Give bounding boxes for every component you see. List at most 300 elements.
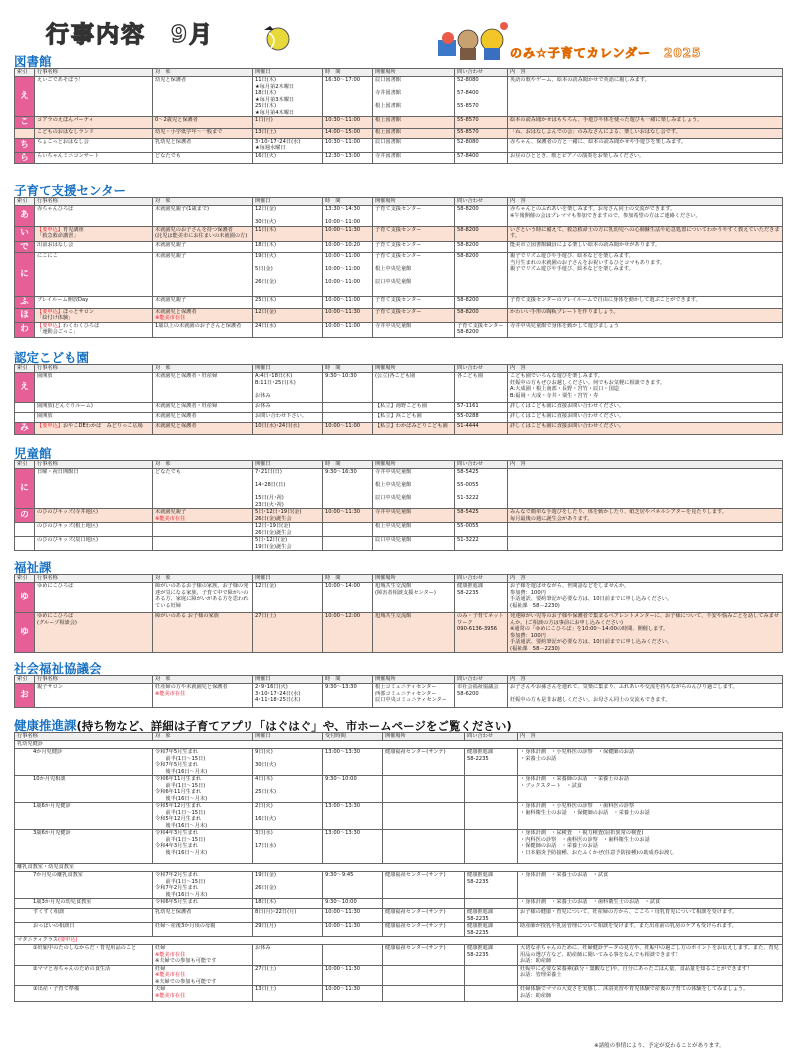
column-header: 内 容 [518, 733, 783, 741]
table-cell [465, 986, 518, 1002]
table-cell: 24日(水) [253, 322, 323, 337]
table-row [15, 413, 783, 423]
column-header: 開催場所 [373, 198, 455, 206]
column-header: 対 象 [153, 575, 253, 583]
table-cell: えいごであそぼう！ [35, 77, 153, 117]
highlight-text: ※能美市在住 [155, 690, 186, 697]
table-row [15, 803, 783, 830]
table-cell [508, 537, 783, 551]
section-table [14, 574, 783, 653]
table-cell: 乳幼児と保護者 [153, 909, 253, 923]
table-cell: 園開放 [35, 413, 153, 423]
table-cell: プレイルーム開放Day [35, 297, 153, 309]
table-cell: 辰口中央児童館 [373, 537, 455, 551]
table-row [15, 965, 783, 986]
group-label: マタニティクラス(要申込) [15, 937, 783, 945]
table-cell: ・身体計測 ・尿検査 ・視力検査(屈折異常の検査) ・内科医の診察 ・歯科医の診察 ・歯科衛生士のお話 ・保健師のお話 ・栄養士のお話 ・日本脳炎予防接種、おたふくかぜ(任意予防接種)の助成券お渡し [518, 830, 783, 864]
table-cell: 10:00～12:00 [323, 613, 373, 653]
table-cell: 【私立】湯野こども園 [373, 403, 455, 413]
highlight-text: ※能美市在住 [155, 315, 186, 322]
column-header: 時 間 [323, 198, 373, 206]
table-cell: 詳しくはこども園に直接お問い合わせください。 [508, 403, 783, 413]
table-cell: 親子サロン [35, 684, 153, 708]
table-cell: 子育て支援センター [373, 241, 455, 253]
table-cell: 健康推進課 58-2235 [465, 909, 518, 923]
table-cell: 12日(金) [253, 308, 323, 322]
table-cell: 未就園児と保護者 [153, 413, 253, 423]
table-cell: 未就園児と保護者 [153, 423, 253, 435]
table-cell: ・身体計測 ・小児科医の診察 ・歯科医の診察 ・歯科衛生士のお話 ・保健師のお話 ・栄養士のお話 [518, 803, 783, 830]
table-cell: 子育て支援センター 58-8200 [455, 322, 508, 337]
table-cell: こどものおはなしランド [35, 128, 153, 138]
header-row [15, 575, 783, 583]
table-cell: すくすく相談 [15, 909, 153, 923]
table-cell: 29日(月) [253, 923, 323, 937]
table-cell: 9:30～16:30 [323, 469, 373, 509]
index-cell: え [15, 77, 35, 117]
table-cell: 未就園児と保護者・妊産婦 [153, 403, 253, 413]
table-cell: どなたでも [153, 152, 253, 164]
header-row [15, 69, 783, 77]
table-cell: 9:30～9:45 [323, 872, 383, 899]
table-cell [323, 413, 373, 423]
table-cell: 1日(月) [253, 117, 323, 129]
table-cell [465, 899, 518, 909]
column-header: 受付時間 [323, 733, 383, 741]
table-cell: 日曜・祝日開館日 [35, 469, 153, 509]
table-cell: 子育て支援センター [373, 226, 455, 241]
table-cell: 1歳以上の未就園のお子さんと保護者 [153, 322, 253, 337]
table-cell: 13:00～13:30 [323, 803, 383, 830]
column-header: 問い合わせ [455, 461, 508, 469]
column-header: 時 間 [323, 575, 373, 583]
table-cell: 13:30～14:30 10:00～11:00 [323, 206, 373, 227]
highlight-text: ※能美市在住 [155, 515, 186, 522]
table-cell: 未就園児と保護者・妊産婦 [153, 373, 253, 403]
table-cell: 令和6年5月生まれ [153, 899, 253, 909]
column-header: 開催日 [253, 69, 323, 77]
table-cell: 9日(火) 30日(火) [253, 749, 323, 776]
highlight-text: (要申込) [57, 937, 78, 943]
table-cell: 健康福祉センター(サンテ) [383, 872, 465, 899]
table-cell: 健康推進課 58-2235 [465, 872, 518, 899]
table-cell: 3歳6か月児健診 [15, 830, 153, 864]
table-cell: ・身体計測 ・栄養師のお話 ・栄養士のお話 ・ブックスタート ・試食 [518, 776, 783, 803]
table-cell: 10:00～11:30 [323, 226, 373, 241]
table-cell: 幼児と保護者 [153, 77, 253, 117]
table-cell: 5日･12日･19日(金) 26日(金)誕生会 [253, 509, 323, 523]
table-cell: 13:00～13:30 [323, 749, 383, 776]
table-cell [323, 945, 383, 966]
section-table [14, 675, 783, 708]
table-cell: 9:30～10:30 [323, 373, 373, 403]
column-header: 開催場所 [373, 676, 455, 684]
header-row [15, 676, 783, 684]
table-row [15, 864, 783, 872]
column-header: 行事名称 [35, 575, 153, 583]
table-cell: 7か月児の離乳食教室 [15, 872, 153, 899]
table-cell: 大切な赤ちゃんのために、妊婦健診データの見方や、妊娠中の過ごし方のポイントをお伝えします。また、育児用品の選び方など、助産師に聞いてみる事をなんでも相談できます！ お話：助産師 [518, 945, 783, 966]
table-cell: 【要申込】育児講座 「救急救命講習」 [35, 226, 153, 241]
table-cell: 1歳3か月児の幼児食教室 [15, 899, 153, 909]
table-cell: 健康推進課 58-2235 [465, 749, 518, 776]
table-cell: 5日･12日(金) 19日(金)誕生会 [253, 537, 323, 551]
highlight-text: 【要申込】 [37, 322, 63, 329]
mascot-characters-icon [436, 18, 514, 62]
table-row [15, 684, 783, 708]
table-row [15, 128, 783, 138]
table-cell: 妊婦 ※能美市在住 ※夫婦での参加も可能です [153, 945, 253, 966]
table-cell: 7･21日(日) 14･28日(日) 15日(月･祝) 23日(火･祝) [253, 469, 323, 509]
section-title: 認定こども園 [14, 350, 90, 365]
table-cell: 妊婦体験でママの大変さを実感し、沐浴実習や育児体験で産後の子育ての体験をしてみましょう。 お話：助産師 [518, 986, 783, 1002]
table-row [15, 509, 783, 523]
table-row [15, 322, 783, 337]
calendar-title: のみ☆子育てカレンダー 2025 [510, 46, 702, 60]
table-cell: 助産師が授乳や乳房管理について相談を受けます。また出産前の乳房のケアも受けられます。 [518, 923, 783, 937]
index-cell: ほ [15, 308, 35, 322]
group-label: 乳幼児健診 [15, 741, 783, 749]
table-cell: ゆめにこひろば (グループ相談会) [35, 613, 153, 653]
table-row [15, 909, 783, 923]
table-cell: 58-8200 [455, 253, 508, 297]
table-cell: 【要申込】おやこDEわかば みどりっこ広場 [35, 423, 153, 435]
table-cell [383, 986, 465, 1002]
index-cell: え [15, 373, 35, 403]
table-cell: 辰口図書館 [373, 138, 455, 152]
table-cell: ちょこっとおはなし会 [35, 138, 153, 152]
table-cell: 12:30～13:00 [323, 152, 373, 164]
column-header: 内 容 [508, 198, 783, 206]
table-cell: 健康福祉センター(サンテ) [383, 923, 465, 937]
section-table [14, 68, 783, 164]
column-header: 開催場所 [383, 733, 465, 741]
table-cell: 赤ちゃんひろば [35, 206, 153, 227]
table-cell: 【私立】浜こども園 [373, 413, 455, 423]
table-row [15, 297, 783, 309]
table-cell [153, 537, 253, 551]
table-cell: 10:30～11:00 [323, 138, 373, 152]
table-cell: 2日(火) 16日(火) [253, 803, 323, 830]
index-cell [15, 413, 35, 423]
table-row [15, 749, 783, 776]
section-title: 図書館 [14, 54, 52, 69]
table-cell: お休み [253, 945, 323, 966]
table-cell: 9:30～13:30 [323, 684, 373, 708]
column-header: 時 間 [323, 365, 373, 373]
table-cell: 詳しくはこども園に直接お問い合わせください。 [508, 413, 783, 423]
table-cell: 55-8570 [455, 128, 508, 138]
table-row [15, 583, 783, 613]
highlight-text: 【要申込】 [37, 423, 63, 429]
table-row [15, 899, 783, 909]
table-row [15, 373, 783, 403]
highlight-text: ※能美市在住 [155, 992, 186, 999]
table-cell: 妊婦～産後3か月頃の母親 [153, 923, 253, 937]
table-cell: 令和4年3月生まれ 前半(1日～15日) 令和4年3月生まれ 後半(16日～月末) [153, 830, 253, 864]
table-cell: 健康福祉センター(サンテ) [383, 945, 465, 966]
table-cell: 園開放(どんぐりルーム) [35, 403, 153, 413]
table-cell: のびのびキッズ(辰口地区) [35, 537, 153, 551]
table-cell: 58-8200 [455, 226, 508, 241]
table-cell: お子様を遊ばせながら、世間話などをしませんか。 参加費：100円 手話通訳、要約筆記が必要な方は、10日前までに申し込みください。 (福祉課 58－2230) [508, 583, 783, 613]
table-cell: 14:00～15:00 [323, 128, 373, 138]
table-cell [465, 830, 518, 864]
column-header: 索引 [15, 198, 35, 206]
table-cell [465, 803, 518, 830]
table-cell: 8日(月)･22日(月) [253, 909, 323, 923]
column-header: 行事名称 [35, 198, 153, 206]
table-cell: 10:30～11:00 [323, 117, 373, 129]
table-cell: 58-8200 [455, 241, 508, 253]
table-cell: 51-3222 [455, 537, 508, 551]
column-header: 開催日 [253, 198, 323, 206]
table-cell: のびのびキッズ(根上地区) [35, 523, 153, 537]
index-cell: お [15, 684, 35, 708]
table-cell: 【要申込】ほっとサロン 「絵付け体験」 [35, 308, 153, 322]
table-cell: 18日(木) [253, 899, 323, 909]
table-cell [508, 469, 783, 509]
table-cell: 未就園児親子 [153, 297, 253, 309]
table-cell: ・身体計測 ・栄養士のお話 ・歯科衛生士のお話 ・試食 [518, 899, 783, 909]
column-header: 索引 [15, 575, 35, 583]
header-row [15, 733, 783, 741]
table-cell: 未就園児親子 ※能美市在住 [153, 509, 253, 523]
table-cell: 子育て支援センター [373, 308, 455, 322]
table-cell [383, 803, 465, 830]
index-cell: ふ [15, 297, 35, 309]
table-cell: 未就園児親子 [153, 253, 253, 297]
table-cell: おっぱいの相談日 [15, 923, 153, 937]
table-cell: ・身体計測 ・栄養士のお話 ・試食 [518, 872, 783, 899]
table-row [15, 830, 783, 864]
column-header: 内 容 [508, 676, 783, 684]
table-cell: 16日(火) [253, 152, 323, 164]
footer-note: ※諸般の事情により、予定が変わることがあります。 [594, 1043, 725, 1049]
column-header: 内 容 [508, 575, 783, 583]
table-cell: 10日(水)･24日(水) [253, 423, 323, 435]
index-cell: ゆ [15, 583, 35, 613]
table-cell: 幼児・小学低学年～一般まで [153, 128, 253, 138]
tennis-ball-icon [262, 24, 296, 54]
section-table [14, 197, 783, 338]
table-cell: (公立)各こども園 [373, 373, 455, 403]
index-cell [15, 537, 35, 551]
table-cell: 未就園児と保護者 ※能美市在住 [153, 308, 253, 322]
table-cell [508, 523, 783, 537]
header-row [15, 198, 783, 206]
table-cell: 10:00～11:00 [323, 297, 373, 309]
column-header: 開催日 [253, 676, 323, 684]
table-cell: 健康推進課 58-2235 [465, 923, 518, 937]
table-cell [323, 403, 373, 413]
table-cell: 10:00～11:30 [323, 986, 383, 1002]
table-cell: 55-0055 [455, 523, 508, 537]
table-cell: 未就園児のお子さんを持つ保護者 (託児は能美市にお住まいの未就園の方) [153, 226, 253, 241]
highlight-text: ※能美市在住 [155, 972, 186, 978]
table-cell: お子様の健康・育児について、妊産婦の方から、こころ・母乳育児について相談を受けます。 [518, 909, 783, 923]
table-cell: 10:00～14:00 [323, 583, 373, 613]
table-cell [383, 899, 465, 909]
index-cell [15, 403, 35, 413]
table-cell: 12日･19日(金) 26日(金)誕生会 [253, 523, 323, 537]
table-row [15, 226, 783, 241]
table-cell: 25日(木) [253, 297, 323, 309]
column-header: 行事名称 [35, 69, 153, 77]
table-cell: 12日(金) 30日(火) [253, 206, 323, 227]
page-title: 行事内容 9月 [46, 22, 215, 48]
table-cell: 13日(土) [253, 986, 323, 1002]
table-cell: 乳幼児と保護者 [153, 138, 253, 152]
column-header: 開催日 [253, 461, 323, 469]
table-cell: 58-5425 [455, 509, 508, 523]
table-cell: 3日(水) 17日(水) [253, 830, 323, 864]
table-cell: コアラのえほんパーティ [35, 117, 153, 129]
index-cell: に [15, 253, 35, 297]
table-cell: 4日(木) 25日(木) [253, 776, 323, 803]
table-cell: 58-8200 [455, 297, 508, 309]
table-cell: 55-8570 [455, 117, 508, 129]
highlight-text: 【要申込】 [37, 226, 63, 233]
table-cell: 58-8200 [455, 308, 508, 322]
table-cell: お問い合わせ下さい。 [253, 413, 323, 423]
table-cell: 旭城共生交流館 (障害者相談支援センター) [373, 583, 455, 613]
table-cell: 58-8200 [455, 206, 508, 227]
table-cell: 10:00～11:30 [323, 308, 373, 322]
table-cell: ②ママと赤ちゃんのための食生活 [15, 965, 153, 986]
table-cell: 10:00～11:30 [323, 909, 383, 923]
table-cell: 子育て支援センター [373, 206, 455, 227]
group-label: 離乳食教室・幼児食教室 [15, 864, 783, 872]
table-row [15, 308, 783, 322]
table-cell: 障がいのあるお子様の家族、お子様の発達が気になる家族、子育て中で障がいのある方、家庭に障がいがある方を思われている妊婦 [153, 583, 253, 613]
table-cell: 障がいのある お子様の家族 [153, 613, 253, 653]
table-cell: 52-8080 57-8400 55-8570 [455, 77, 508, 117]
table-cell: 寺井中央児童館 [373, 322, 455, 337]
section-table [14, 460, 783, 551]
column-header: 行事名称 [35, 461, 153, 469]
table-cell: 10か月児相談 [15, 776, 153, 803]
section-table [14, 364, 783, 435]
table-cell: 絵本の読み聞かせはもちろん、手遊びや体を使った遊びも一緒に楽しみましょう。 [508, 117, 783, 129]
table-cell: 市社会福祉協議会 58-6200 [455, 684, 508, 708]
table-cell: 詳しくはこども園に直接お問い合わせください。 [508, 423, 783, 435]
table-cell: ・身体計測 ・小児科医の診察 ・保健師のお話 ・栄養士のお話 [518, 749, 783, 776]
table-row [15, 923, 783, 937]
table-cell: 0～2歳児と保護者 [153, 117, 253, 129]
table-row [15, 117, 783, 129]
table-cell: 寺井図書館 [373, 152, 455, 164]
table-cell: 親子でリズム遊びや手遊び、絵本などを楽しみます。 当月生まれの未就園のお子さんをお祝いするひとコマもあります。 親子でリズム遊びや手遊び、絵本などを楽しみます。 [508, 253, 783, 297]
table-cell: のびのびキッズ(寺井地区) [35, 509, 153, 523]
table-cell: 27日(土) [253, 965, 323, 986]
header-row [15, 461, 783, 469]
table-cell [465, 965, 518, 986]
table-cell: 9:30～10:00 [323, 776, 383, 803]
table-row [15, 241, 783, 253]
column-header: 索引 [15, 676, 35, 684]
table-cell: 51-4444 [455, 423, 508, 435]
column-header: 対 象 [153, 461, 253, 469]
table-cell: 子育て支援センターのプレイルームで自由に身体を動かして遊ぶことができます。 [508, 297, 783, 309]
column-header: 対 象 [153, 676, 253, 684]
column-header: 内 容 [508, 461, 783, 469]
table-cell: 58-5425 55-0055 51-3222 [455, 469, 508, 509]
table-cell: のみ・子育てネットワーク 090-6136-3956 [455, 613, 508, 653]
table-cell: 「ね、おはなしよんでの会」のみなさんによる、楽しいおはなし会です。 [508, 128, 783, 138]
column-header: 問い合わせ [455, 365, 508, 373]
table-cell: 根上図書館 [373, 128, 455, 138]
table-cell: 【要申込】わくわくひろば 「運動会ごっこ」 [35, 322, 153, 337]
table-cell: こども園でいろんな遊びを楽しみます。 妊娠中の方もぜひお越しください。何でもお気軽に相談できます。 A:大成園・根上南部・長野・宮竹・辰口・国造 B:福岡・大成・寺井・粟生・宮竹・寿 [508, 373, 783, 403]
table-row [15, 741, 783, 749]
table-cell: 令和7年5月生まれ 前半(1日～15日) 令和7年5月生まれ 後半(16日～月末) [153, 749, 253, 776]
table-cell: お休み [253, 403, 323, 413]
table-cell: 27日(土) [253, 613, 323, 653]
table-cell: お子さんやお孫さんを連れて、気楽に集まり、ふれあいや交流を持ちながらのんびり過ごします。 妊娠中の方も是非お越しください。お母さん同士の交流もできます。 [508, 684, 783, 708]
index-cell: い [15, 226, 35, 241]
table-cell: 13:00～13:30 [323, 830, 383, 864]
column-header: 問い合わせ [455, 676, 508, 684]
index-cell [15, 128, 35, 138]
column-header: 開催日 [253, 575, 323, 583]
table-cell: 妊婦 ※能美市在住 ※夫婦での参加も可能です [153, 965, 253, 986]
table-cell: お昼のひととき、歌とピアノの演奏をお楽しみください。 [508, 152, 783, 164]
table-cell: ゆめにこひろば [35, 583, 153, 613]
index-cell: わ [15, 322, 35, 337]
table-row [15, 537, 783, 551]
table-cell: 健康推進課 58-2235 [465, 945, 518, 966]
column-header: 開催日 [253, 365, 323, 373]
section-title: 社会福祉協議会 [14, 661, 102, 676]
column-header: 内 容 [508, 69, 783, 77]
table-cell: 9:30～10:00 [323, 899, 383, 909]
table-cell: 出前おはなし会 [35, 241, 153, 253]
column-header: 開催場所 [373, 575, 455, 583]
column-header: 内 容 [508, 365, 783, 373]
index-cell: ら [15, 152, 35, 164]
table-row [15, 986, 783, 1002]
table-cell: にこにこ [35, 253, 153, 297]
table-cell: A:4日･18日(木) B:11日･25日(木) お休み [253, 373, 323, 403]
index-cell: で [15, 241, 35, 253]
table-cell: 赤ちゃんとのふれあいを楽しみます。お母さん同士の交流ができます。 ※午後開催の会はプレママも参加できますので、参加希望の方はご連絡ください。 [508, 206, 783, 227]
table-cell: 10:00～11:30 [323, 965, 383, 986]
table-cell: 19日(金) 26日(金) [253, 872, 323, 899]
index-cell: に [15, 469, 35, 509]
table-cell: 根上コミュニティセンター 西部コミュニティセンター 辰口中央コミュニティセンター [373, 684, 455, 708]
table-cell: 2･9･16日(火) 3･10･17･24日(水) 4･11･18･25日(木) [253, 684, 323, 708]
table-cell: 夫婦 ※能美市在住 [153, 986, 253, 1002]
table-cell: どなたでも [153, 469, 253, 509]
column-header: 対 象 [153, 198, 253, 206]
column-header: 時 間 [323, 461, 373, 469]
table-cell: 子育て支援センター 根上中央児童館 辰口中央児童館 [373, 253, 455, 297]
table-cell: 寺井中央児童館 [373, 509, 455, 523]
table-cell: 10:00～11:30 [323, 509, 373, 523]
table-cell: 園開放 [35, 373, 153, 403]
table-cell: 寺井中央児童館 根上中央児童館 辰口中央児童館 [373, 469, 455, 509]
table-cell [323, 537, 373, 551]
table-cell [383, 965, 465, 986]
table-cell: 未就園児親子(1歳まで) [153, 206, 253, 227]
section-title: 子育て支援センター [14, 183, 127, 198]
table-cell: 10:00～11:00 10:00～11:00 10:00～11:00 [323, 253, 373, 297]
column-header: 行事名称 [35, 365, 153, 373]
table-cell: 寺井中央児童館で身体を動かして遊びましょう [508, 322, 783, 337]
health-table [14, 732, 783, 1002]
table-cell: 【私立】わかばみどりこども園 [373, 423, 455, 435]
